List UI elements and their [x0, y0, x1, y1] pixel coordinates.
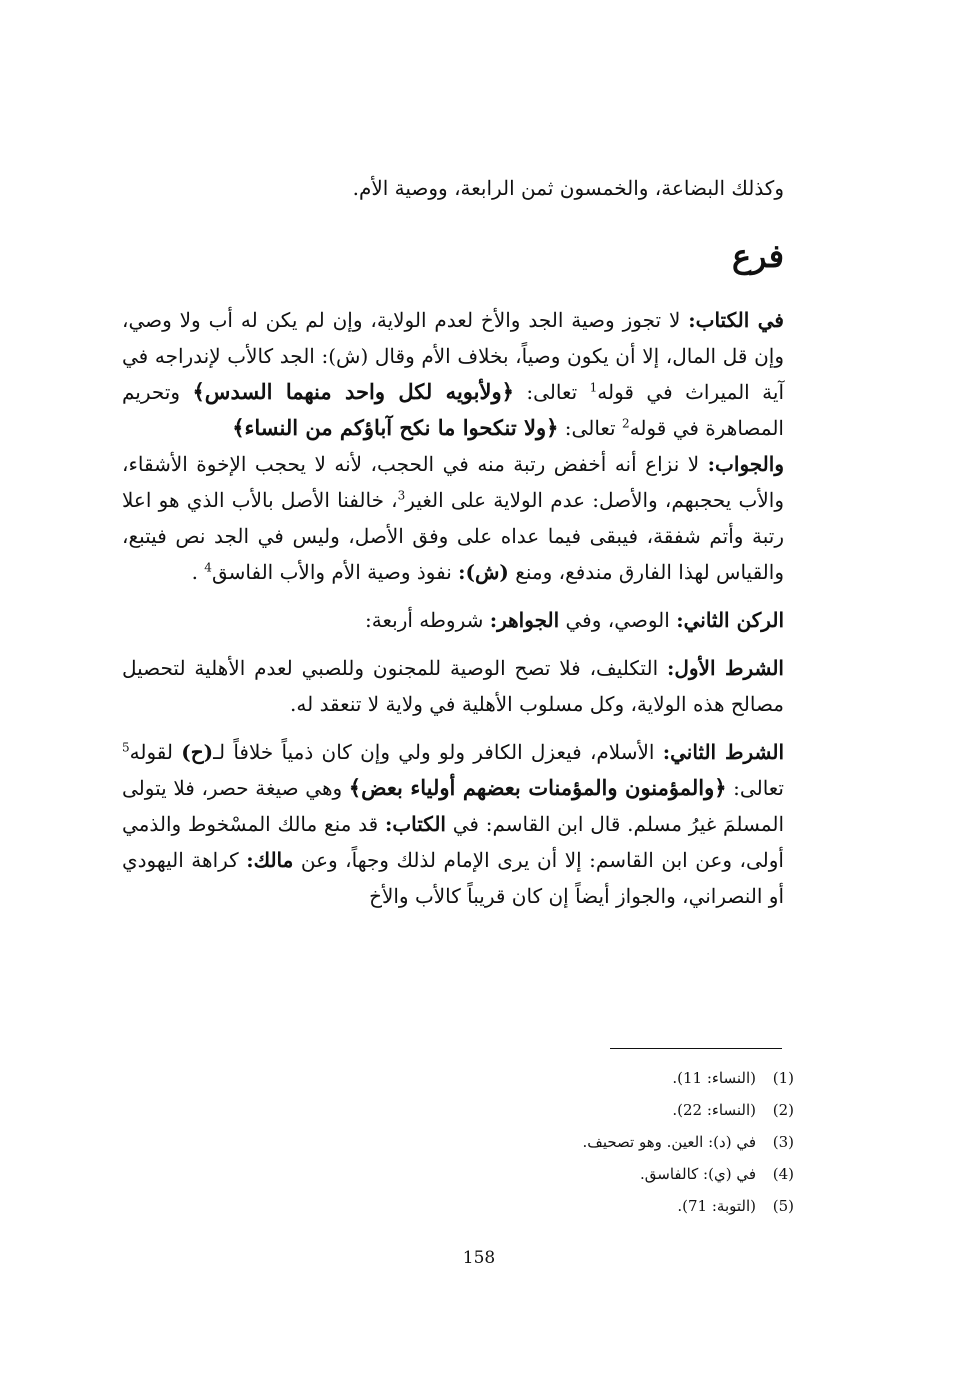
footnote-number: (3)	[772, 1133, 794, 1151]
page-number: 158	[462, 1248, 496, 1268]
answer-text-a: لا نزاع أنه أخفض رتبة منه في الحجب، لأنه لا يحجب الإخوة الأشقاء، والأب يحجبهم، والأصل: عدم الولاية على الغير	[122, 452, 784, 512]
kitab-text-mid3: تعالى:	[558, 416, 622, 440]
jawahir-label: الجواهر:	[489, 608, 560, 632]
rukn-paragraph	[122, 602, 784, 638]
kitab-label: في الكتاب:	[688, 308, 784, 332]
answer-text-b: ، خالفنا الأصل بالأب الذي هو اعلا رتبة وأتم شفقة، فيبقى فيما عداه على وفق الأصل، وليس في الجد نص فيتبع، والقياس لهذا الفارق مندفع، ومنع	[122, 488, 784, 584]
shart2-text-d: وهي صيغة حصر، فلا يتولى المسلمَ غيرُ مسلم. قال ابن القاسم: في	[122, 776, 785, 836]
footnote-2	[122, 1094, 794, 1126]
answer-label: والجواب:	[707, 452, 784, 476]
footnote-number: (4)	[772, 1165, 794, 1183]
rukn-text-a: الوصي، وفي	[559, 608, 677, 632]
footnote-text: (التوبة: 71).	[677, 1197, 756, 1215]
footnote-text: في (د): العين. وهو تصحيف.	[582, 1133, 756, 1151]
footnotes-list	[122, 1062, 794, 1222]
shart2-label: الشرط الثاني:	[662, 740, 785, 764]
shart2-text-c: تعالى:	[726, 776, 784, 800]
quran-verse-1: ﴿ولأبويه لكل واحد منهما السدس﴾	[192, 379, 514, 404]
shart1-label: الشرط الأول:	[666, 656, 784, 680]
footnote-number: (2)	[772, 1101, 794, 1119]
footnote-text: (النساء: 22).	[672, 1101, 756, 1119]
kitab-label-2: الكتاب:	[384, 812, 446, 836]
footnote-divider	[610, 1048, 782, 1049]
shart2-paragraph	[122, 734, 784, 914]
kitab-text: لا تجوز وصية الجد والأخ لعدم الولاية، وإن لم يكن له أب ولا وصي، وإن قل المال، إلا أن يكون وصياً، بخلاف الأم وقال (ش): الجد كالأب لإندراجه في آية الميراث في قوله	[122, 308, 785, 404]
ha-label: (ح)	[181, 740, 214, 764]
quran-verse-2: ﴿ولا تنكحوا ما نكح آباؤكم من النساء﴾	[232, 415, 559, 440]
shart2-text-a: الأسلام، فيعزل الكافر ولو ولي وإن كان ذمياً خلافاً لـ	[213, 740, 663, 764]
footnote-ref-1[interactable]: 1	[589, 380, 598, 395]
shart2-text-e: قد منع مالك المسْخوط والذمي أولى، وعن ابن القاسم: إلا أن يرى الإمام لذلك وجهاً، وعن	[122, 812, 784, 872]
kitab-text-mid: تعالى:	[513, 380, 590, 404]
shin-label: (ش):	[458, 560, 509, 584]
answer-end: .	[191, 560, 205, 584]
shart1-paragraph	[122, 650, 784, 722]
answer-paragraph	[122, 446, 784, 590]
kitab-paragraph	[122, 302, 784, 446]
footnote-text: في (ي): كالفاسق.	[640, 1165, 756, 1183]
malik-label: مالك:	[246, 848, 294, 872]
footnote-ref-3[interactable]: 3	[397, 488, 406, 503]
footnote-ref-5[interactable]: 5	[122, 740, 130, 755]
footnote-4	[122, 1158, 794, 1190]
footnote-1	[122, 1062, 794, 1094]
section-heading: فرع	[731, 237, 784, 275]
main-text	[122, 170, 784, 914]
shart2-text-f: كراهة اليهودي أو النصراني، والجواز أيضاً إن كان قريباً كالأب والأخ	[122, 848, 784, 908]
footnote-ref-2[interactable]: 2	[621, 416, 630, 431]
footnote-3	[122, 1126, 794, 1158]
footnote-text: (النساء: 11).	[672, 1069, 756, 1087]
intro-text: وكذلك البضاعة، والخمسون ثمن الرابعة، ووصية الأم.	[352, 176, 784, 200]
rukn-label: الركن الثاني:	[676, 608, 784, 632]
answer-text-c: نفوذ وصية الأم والأب الفاسق	[211, 560, 459, 584]
intro-paragraph	[122, 170, 784, 206]
footnote-number: (5)	[772, 1197, 794, 1215]
footnote-ref-4[interactable]: 4	[204, 560, 212, 575]
footnote-number: (1)	[772, 1069, 794, 1087]
footnote-5	[122, 1190, 794, 1222]
shart1-text: التكليف، فلا تصح الوصية للمجنون وللصبي لعدم الأهلية لتحصيل مصالح هذه الولاية، وكل مسلوب الأهلية في ولاية لا تنعقد له.	[122, 656, 784, 716]
rukn-text-b: شروطه أربعة:	[365, 608, 490, 632]
shart2-text-b: لقوله	[129, 740, 182, 764]
kitab-text-mid2: وتحريم المصاهرة في قوله	[122, 380, 784, 440]
quran-verse-3: ﴿والمؤمنون والمؤمنات بعضهم أولياء بعض﴾	[348, 775, 727, 800]
